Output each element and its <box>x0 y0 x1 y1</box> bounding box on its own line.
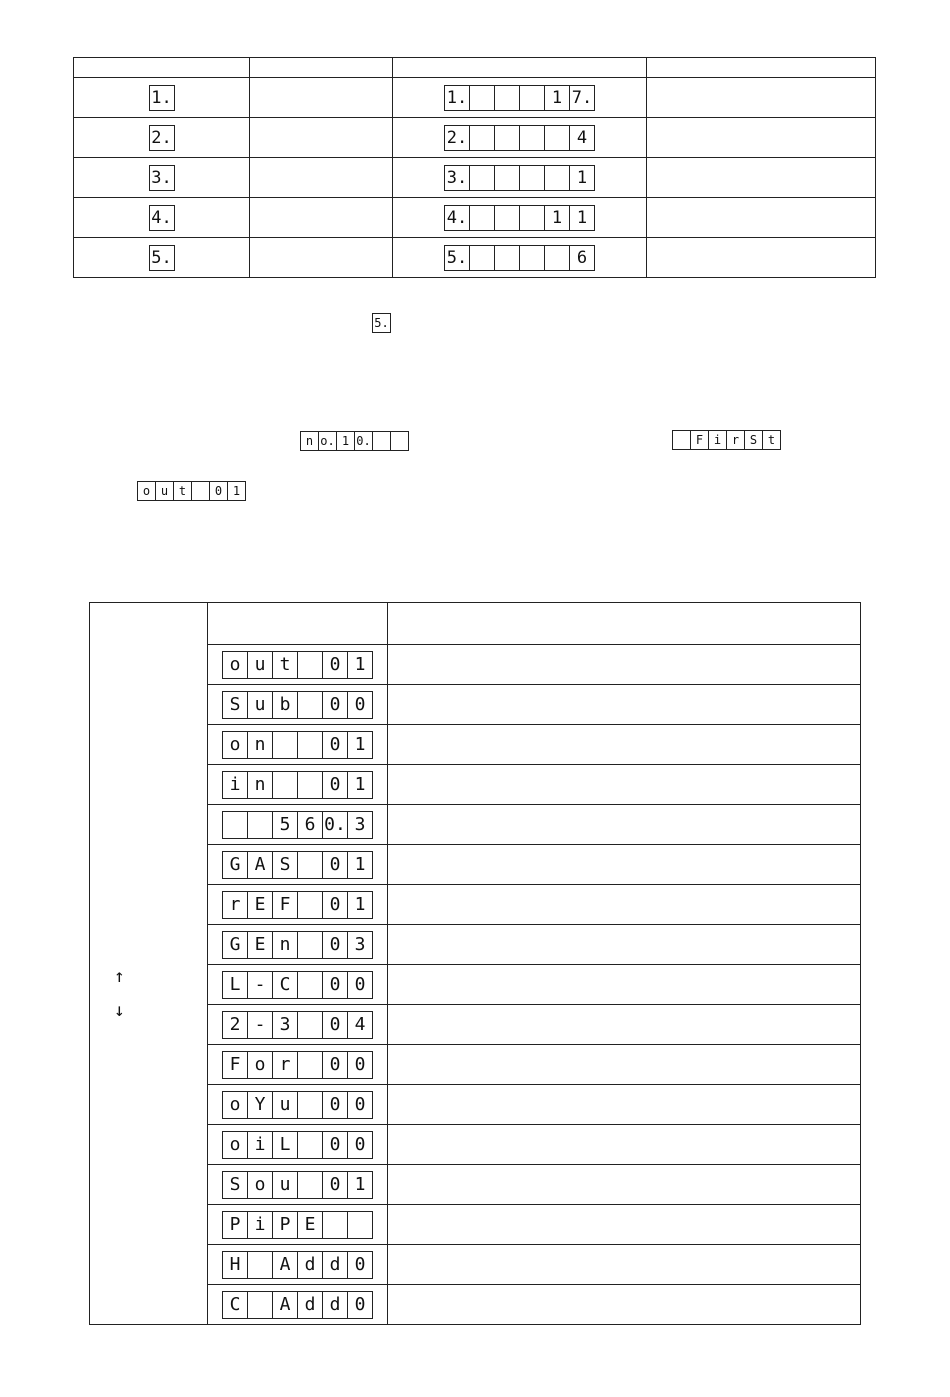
no10-display: n o. 1 0. <box>300 431 409 451</box>
lcd-digit: E <box>248 932 273 958</box>
lcd-digit: 0 <box>354 1093 366 1115</box>
lcd-digit: 0 <box>323 1052 348 1078</box>
lcd-digit <box>298 892 323 918</box>
lcd-digit: 1 <box>354 893 366 915</box>
lcd-digit: o <box>223 732 248 758</box>
lcd-display: 5. 6 <box>444 245 595 271</box>
lcd-digit: o <box>248 1172 273 1198</box>
menu-table-header <box>74 58 876 78</box>
menu-number-display: 2. <box>149 125 175 151</box>
lcd-display <box>222 1251 373 1279</box>
lcd-digit: Y <box>248 1092 273 1118</box>
menu-number-display: 1. <box>149 85 175 111</box>
menu-number-display: 3. <box>149 165 175 191</box>
lcd-digit: 0 <box>323 1092 348 1118</box>
lcd-digit: 0 <box>323 1172 348 1198</box>
lcd-digit: 6 <box>298 812 323 838</box>
lcd-digit: n <box>248 732 273 758</box>
lcd-digit: o <box>223 1092 248 1118</box>
out01-display: o u t 0 1 <box>137 481 246 501</box>
lcd-digit: 0 <box>354 1053 366 1075</box>
lcd-digit: E <box>298 1212 323 1238</box>
lcd-display <box>222 1211 373 1239</box>
lcd-digit: A <box>273 1292 298 1318</box>
table-row <box>74 198 876 238</box>
lcd-digit: 0 <box>354 973 366 995</box>
settings-table <box>89 602 861 1325</box>
lcd-digit: S <box>273 852 298 878</box>
arrow-down-icon: ↓ <box>114 1000 125 1021</box>
lcd-digit <box>273 772 298 798</box>
arrow-up-icon: ↑ <box>114 966 125 987</box>
lcd-digit: 0 <box>323 972 348 998</box>
lcd-display <box>222 971 373 999</box>
lcd-display <box>222 891 373 919</box>
lcd-digit: S <box>223 692 248 718</box>
lcd-digit <box>273 732 298 758</box>
lcd-digit: o <box>248 1052 273 1078</box>
lcd-digit: - <box>248 1012 273 1038</box>
lcd-digit: - <box>248 972 273 998</box>
lcd-digit <box>348 1212 372 1238</box>
lcd-digit: 4 <box>354 1013 366 1035</box>
lcd-digit: 2 <box>223 1012 248 1038</box>
lcd-digit <box>298 652 323 678</box>
lcd-digit: 3 <box>273 1012 298 1038</box>
lcd-digit <box>298 1092 323 1118</box>
settings-table-header <box>90 603 861 645</box>
table-row <box>74 238 876 278</box>
lcd-display: 1. 1 7. <box>444 85 595 111</box>
lcd-digit: 1 <box>354 773 366 795</box>
lcd-digit: o <box>223 652 248 678</box>
lcd-digit: n <box>273 932 298 958</box>
menu-number-display: 4. <box>149 205 175 231</box>
lcd-digit: 0 <box>323 1012 348 1038</box>
mode-indicator-display: 5. <box>372 313 391 333</box>
lcd-digit: 0 <box>323 732 348 758</box>
lcd-digit: 0 <box>323 1132 348 1158</box>
lcd-digit: F <box>223 1052 248 1078</box>
lcd-display: 3. 1 <box>444 165 595 191</box>
lcd-display <box>222 651 373 679</box>
lcd-digit: 1 <box>354 653 366 675</box>
lcd-digit: i <box>248 1212 273 1238</box>
lcd-display <box>222 811 373 839</box>
lcd-digit <box>298 1172 323 1198</box>
lcd-digit: d <box>298 1292 323 1318</box>
lcd-digit: C <box>223 1292 248 1318</box>
lcd-digit: t <box>273 652 298 678</box>
lcd-digit: 1 <box>354 853 366 875</box>
lcd-display <box>222 1291 373 1319</box>
lcd-display <box>222 731 373 759</box>
lcd-digit: r <box>223 892 248 918</box>
lcd-digit: G <box>223 932 248 958</box>
lcd-digit: d <box>323 1292 348 1318</box>
table-row <box>74 158 876 198</box>
lcd-digit: d <box>323 1252 348 1278</box>
lcd-display <box>222 1091 373 1119</box>
lcd-digit: H <box>223 1252 248 1278</box>
lcd-digit <box>298 972 323 998</box>
lcd-digit <box>323 1212 348 1238</box>
lcd-digit: F <box>273 892 298 918</box>
lcd-digit <box>298 1012 323 1038</box>
lcd-digit: d <box>298 1252 323 1278</box>
lcd-digit: u <box>273 1092 298 1118</box>
lcd-digit <box>248 1292 273 1318</box>
lcd-digit: 0 <box>323 892 348 918</box>
lcd-digit: A <box>273 1252 298 1278</box>
lcd-digit: u <box>248 652 273 678</box>
lcd-digit <box>298 732 323 758</box>
lcd-digit: 0 <box>354 693 366 715</box>
table-row <box>74 78 876 118</box>
lcd-digit: L <box>273 1132 298 1158</box>
lcd-digit: 5 <box>273 812 298 838</box>
menu-table <box>73 57 876 278</box>
lcd-digit: 0 <box>323 652 348 678</box>
lcd-digit: u <box>248 692 273 718</box>
lcd-display <box>222 1011 373 1039</box>
lcd-digit: 0 <box>323 932 348 958</box>
lcd-digit: b <box>273 692 298 718</box>
lcd-display <box>222 1171 373 1199</box>
lcd-digit <box>298 772 323 798</box>
lcd-digit: 0 <box>354 1253 366 1275</box>
lcd-display: 4. 1 1 <box>444 205 595 231</box>
table-row <box>74 118 876 158</box>
lcd-digit: 0. <box>323 812 348 838</box>
lcd-digit: 0 <box>354 1293 366 1315</box>
lcd-display <box>222 1051 373 1079</box>
lcd-digit <box>298 932 323 958</box>
lcd-display <box>222 771 373 799</box>
lcd-display <box>222 1131 373 1159</box>
lcd-digit: n <box>248 772 273 798</box>
lcd-digit <box>298 852 323 878</box>
lcd-digit: E <box>248 892 273 918</box>
menu-number-display: 5. <box>149 245 175 271</box>
lcd-display <box>222 851 373 879</box>
lcd-digit: P <box>273 1212 298 1238</box>
lcd-digit <box>298 1052 323 1078</box>
lcd-digit <box>298 1132 323 1158</box>
lcd-digit: o <box>223 1132 248 1158</box>
lcd-digit: 1 <box>354 1173 366 1195</box>
lcd-digit <box>223 812 248 838</box>
lcd-display: 2. 4 <box>444 125 595 151</box>
lcd-digit: A <box>248 852 273 878</box>
lcd-display <box>222 691 373 719</box>
lcd-digit: 0 <box>323 772 348 798</box>
lcd-digit <box>248 812 273 838</box>
lcd-digit: r <box>273 1052 298 1078</box>
lcd-digit: u <box>273 1172 298 1198</box>
lcd-digit: 0 <box>323 692 348 718</box>
lcd-digit: 0 <box>323 852 348 878</box>
first-display: F i r S t <box>672 430 781 450</box>
lcd-digit: S <box>223 1172 248 1198</box>
lcd-digit: 1 <box>354 733 366 755</box>
navigation-column <box>90 603 208 1325</box>
lcd-display <box>222 931 373 959</box>
lcd-digit <box>298 692 323 718</box>
lcd-digit: C <box>273 972 298 998</box>
lcd-digit: 0 <box>354 1133 366 1155</box>
lcd-digit <box>248 1252 273 1278</box>
lcd-digit: 3 <box>354 933 366 955</box>
lcd-digit: i <box>248 1132 273 1158</box>
lcd-digit: 3 <box>354 813 366 835</box>
lcd-digit: i <box>223 772 248 798</box>
lcd-digit: L <box>223 972 248 998</box>
lcd-digit: G <box>223 852 248 878</box>
lcd-digit: P <box>223 1212 248 1238</box>
